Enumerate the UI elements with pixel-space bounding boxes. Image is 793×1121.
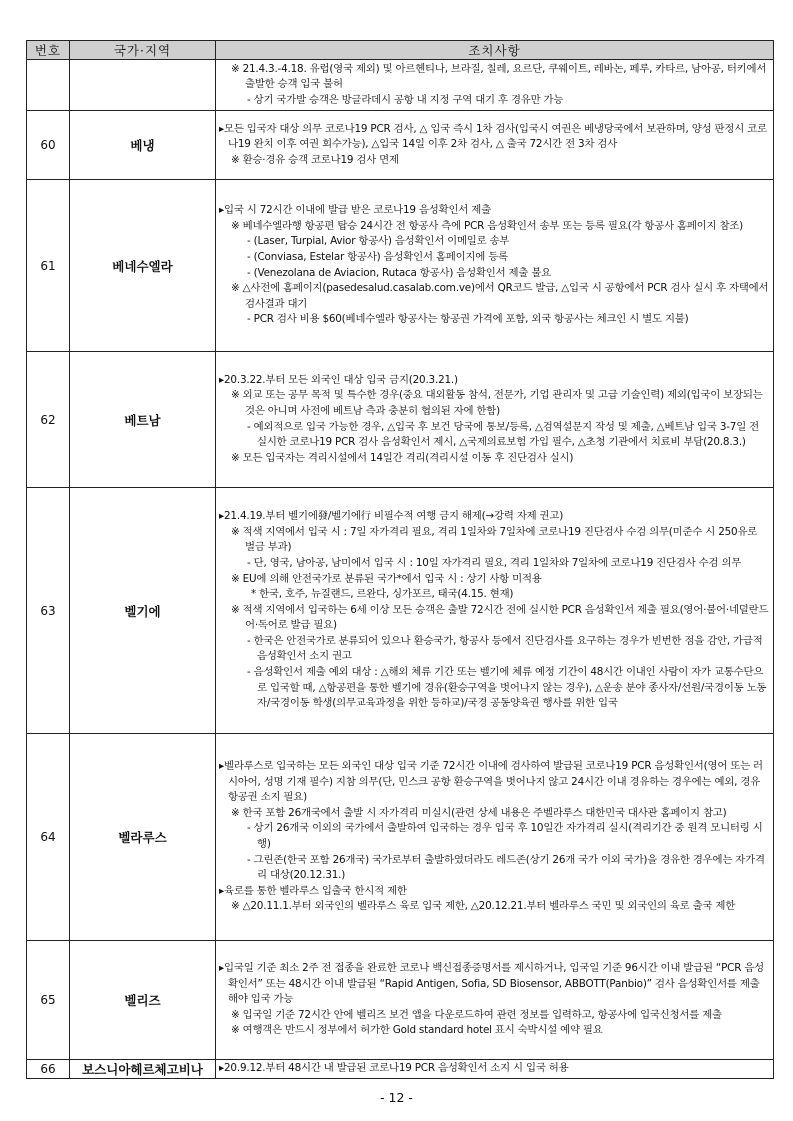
measure-line: ▸벨라루스로 입국하는 모든 외국인 대상 입국 기준 72시간 이내에 검사하여 발급된 코로나19 PCR 음성확인서(영어 또는 러시아어, 성명 기재 필수) 지참 의무(단, 민스크 공항 환승구역을 벗어나지 않고 24시간 이내 경유하는 경우에는 예외, 경유 항공권 소지 필요) — [219, 760, 763, 804]
measure-line: - 단, 영국, 남아공, 남미에서 입국 시 : 10일 자가격리 필요, 격리 1일차와 7일차에 코로나19 진단검사 수검 의무 — [247, 556, 742, 569]
measure-line: - (Venezolana de Aviacion, Rutaca 항공사) 음성확인서 제출 불요 — [247, 266, 552, 279]
row-country: 베네수엘라 — [70, 180, 216, 352]
measure-line: ※ 적색 지역에서 입국하는 6세 이상 모든 승객은 출발 72시간 전에 실시한 PCR 음성확인서 제출 필요(영어·불어·네덜란드어·독어로 발급 필요) — [231, 603, 769, 632]
measure-line: - 한국은 안전국가로 분류되어 있으나 환승국가, 항공사 등에서 진단검사를 요구하는 경우가 빈번한 점을 감안, 가급적 음성확인서 소지 권고 — [247, 634, 763, 663]
table-row — [27, 941, 774, 1060]
table-row — [27, 180, 774, 352]
table-row — [27, 352, 774, 488]
row-measures — [216, 352, 774, 488]
measure-line: - PCR 검사 비용 $60(베네수엘라 항공사는 항공권 가격에 포함, 외국 항공사는 체크인 시 별도 지불) — [247, 313, 689, 326]
row-country: 벨기에 — [70, 488, 216, 734]
measure-line: ▸21.4.19.부터 벨기에發/벨기에行 비필수적 여행 금지 해제(→강력 자제 권고) — [219, 510, 564, 523]
row-number: 61 — [27, 180, 70, 352]
measures-table — [26, 40, 774, 1079]
measure-line: - 음성확인서 제출 예외 대상 : △해외 체류 기간 또는 벨기에 체류 예정 기간이 48시간 이내인 사람이 자가 교통수단으로 입국할 때, △항공편을 통한 벨기에 경유(환승구역을 벗어나지 않는 경우), △운송 분야 종사자/선원/국경이동 노동자/국경이동 학생(의무교육과정을 위한 등하교)/국경 공동양육권 행사를 위한 입국 — [247, 666, 767, 710]
row-number: 60 — [27, 111, 70, 180]
row-measures — [216, 488, 774, 734]
table-row — [27, 734, 774, 941]
row-measures — [216, 180, 774, 352]
measure-line: - 상기 26개국 이외의 국가에서 출발하여 입국하는 경우 입국 후 10일간 자가격리 실시(격리기간 중 원격 모니터링 시행) — [247, 822, 763, 850]
measure-line: ※ △20.11.1.부터 외국인의 벨라루스 육로 입국 제한, △20.12.21.부터 벨라루스 국민 및 외국인의 육로 출국 제한 — [231, 900, 736, 913]
row-measures — [216, 111, 774, 180]
table-row — [27, 60, 774, 111]
header-country: 국가·지역 — [70, 41, 216, 60]
row-measures — [216, 734, 774, 941]
header-measures: 조치사항 — [216, 41, 774, 60]
row-measures — [216, 60, 774, 111]
measure-line: ※ 한국 포함 26개국에서 출발 시 자가격리 미실시(관련 상세 내용은 주벨라루스 대한민국 대사관 홈페이지 참고) — [231, 806, 727, 819]
row-number — [27, 60, 70, 111]
measure-line: - 그린존(한국 포함 26개국) 국가로부터 출발하였더라도 레드존(상기 26개 국가 이외 국가)을 경유한 경우에는 자가격리 대상(20.12.31.) — [247, 853, 765, 882]
measure-line: ▸입국 시 72시간 이내에 발급 받은 코로나19 음성확인서 제출 — [219, 204, 491, 217]
measure-line: * 한국, 호주, 뉴질랜드, 르완다, 싱가포르, 태국(4.15. 현재) — [251, 588, 514, 601]
measure-line: ※ 21.4.3.-4.18. 유럽(영국 제외) 및 아르헨티나, 브라질, 칠레, 요르단, 쿠웨이트, 레바논, 페루, 카타르, 남아공, 터키에서 출발한 승객 입국 불허 — [231, 62, 767, 91]
measure-line: - (Conviasa, Estelar 항공사) 음성확인서 홈페이지에 등록 — [247, 250, 508, 263]
measure-line: ※ 입국일 기준 72시간 안에 벨리즈 보건 앱을 다운로드하여 관련 정보를 입력하고, 항공사에 입국신청서를 제출 — [231, 1008, 722, 1021]
row-measures — [216, 1060, 774, 1079]
table-row — [27, 488, 774, 734]
measure-line: ※ 베네수엘라행 항공편 탑승 24시간 전 항공사 측에 PCR 음성확인서 송부 또는 등록 필요(각 항공사 홈페이지 참조) — [231, 219, 743, 232]
measure-line: ※ △사전에 홈페이지(pasedesalud.casalab.com.ve)에서 QR코드 발급, △입국 시 공항에서 PCR 검사 실시 후 자택에서 검사결과 대기 — [231, 282, 769, 310]
row-country: 베냉 — [70, 111, 216, 180]
measure-line: ※ 환승·경유 승객 코로나19 검사 면제 — [231, 153, 399, 166]
row-country: 벨리즈 — [70, 941, 216, 1060]
row-number: 65 — [27, 941, 70, 1060]
measure-line: ▸입국일 기준 최소 2주 전 접종을 완료한 코로나 백신접종증명서를 제시하거나, 입국일 기준 96시간 이내 발급된 “PCR 음성확인서” 또는 48시간 이내 발급된 “Rapid Antigen, Sofia, SD Biosensor, ABBOTT(Panbio)” 검사 음성확인서를 제출해야 입국 가능 — [219, 962, 764, 1006]
measure-line: ※ 외교 또는 공무 목적 및 특수한 경우(중요 대외활동 참석, 전문가, 기업 관리자 및 고급 기술인력) 제외(입국이 보장되는 것은 아니며 사전에 베트남 측과 충분히 협의된 자에 한함) — [231, 389, 763, 417]
row-country — [70, 60, 216, 111]
table-row — [27, 1060, 774, 1079]
row-number: 62 — [27, 352, 70, 488]
measure-line: ※ 적색 지역에서 입국 시 : 7일 자가격리 필요, 격리 1일차와 7일차에 코로나19 진단검사 수검 의무(미준수 시 250유로 벌금 부과) — [231, 525, 758, 554]
measure-line: ※ EU에 의해 안전국가로 분류된 국가*에서 입국 시 : 상기 사항 미적용 — [231, 572, 542, 585]
table-header-row — [27, 41, 774, 60]
table-row — [27, 111, 774, 180]
measure-line: - 예외적으로 입국 가능한 경우, △입국 후 보건 당국에 통보/등록, △검역설문지 작성 및 제출, △베트남 입국 3-7일 전 실시한 코로나19 PCR 검사 음성확인서 제시, △국제의료보험 가입 필수, △초청 기관에서 치료비 부담(20.8.3.) — [247, 420, 759, 449]
measure-line: - 상기 국가발 승객은 방글라데시 공항 내 지정 구역 대기 후 경유만 가능 — [247, 93, 564, 106]
header-number: 번호 — [27, 41, 70, 60]
measure-line: ▸육로를 통한 벨라루스 입출국 한시적 제한 — [219, 884, 407, 897]
measure-line: ▸모든 입국자 대상 의무 코로나19 PCR 검사, △ 입국 즉시 1차 검사(입국시 여권은 베냉당국에서 보관하며, 양성 판정시 코로나19 완치 이후 여권 회수가능), △입국 14일 이후 2차 검사, △ 출국 72시간 전 3차 검사 — [219, 122, 767, 151]
measure-line: ▸20.3.22.부터 모든 외국인 대상 입국 금지(20.3.21.) — [219, 373, 458, 386]
row-country: 베트남 — [70, 352, 216, 488]
page-number: - 12 - — [380, 1090, 413, 1105]
row-number: 64 — [27, 734, 70, 941]
measure-line: ※ 여행객은 반드시 정부에서 허가한 Gold standard hotel 표시 숙박시설 예약 필요 — [231, 1024, 603, 1037]
row-country: 보스니아헤르체고비나 — [70, 1060, 216, 1079]
row-measures — [216, 941, 774, 1060]
row-number: 63 — [27, 488, 70, 734]
measure-line: ▸20.9.12.부터 48시간 내 발급된 코로나19 PCR 음성확인서 소지 시 입국 허용 — [219, 1062, 569, 1075]
measure-line: ※ 모든 입국자는 격리시설에서 14일간 격리(격리시설 이동 후 진단검사 실시) — [231, 451, 574, 464]
row-number: 66 — [27, 1060, 70, 1079]
measure-line: - (Laser, Turpial, Avior 항공사) 음성확인서 이메일로 송부 — [247, 235, 510, 248]
row-country: 벨라루스 — [70, 734, 216, 941]
